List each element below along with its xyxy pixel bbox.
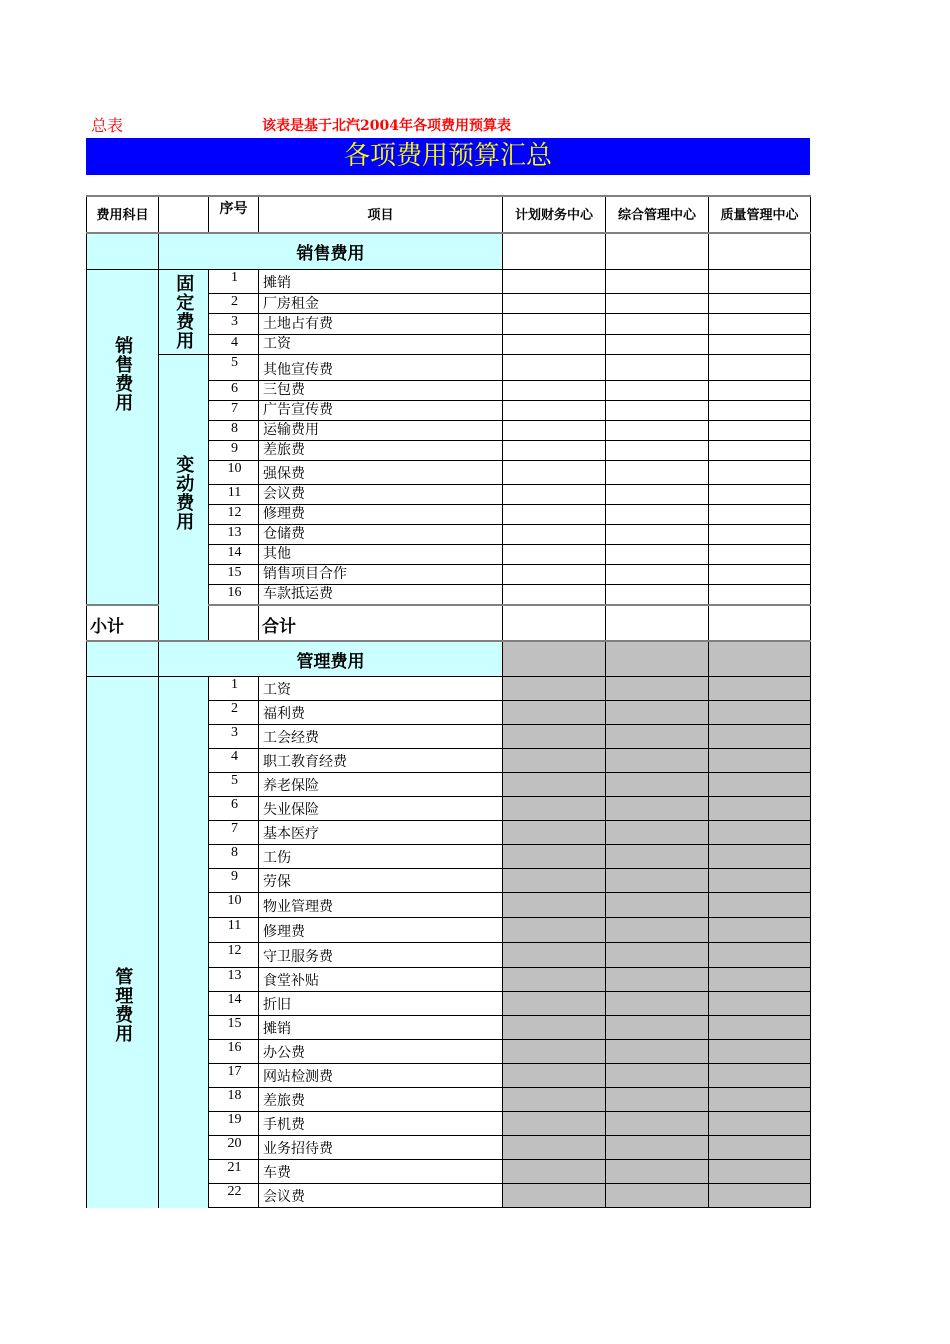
sales-row-quality-value[interactable] xyxy=(709,381,811,401)
sales-row-finance-value[interactable] xyxy=(503,355,606,381)
row-number: 3 xyxy=(209,314,259,334)
header-item: 项目 xyxy=(259,196,503,233)
admin-section-finance-value[interactable] xyxy=(503,641,606,677)
admin-row-admin-value[interactable] xyxy=(606,749,709,773)
row-number: 19 xyxy=(209,1112,259,1136)
sales-row-quality-value[interactable] xyxy=(709,545,811,565)
row-number: 11 xyxy=(209,485,259,505)
sales-row-admin-value[interactable] xyxy=(606,293,709,313)
row-number: 22 xyxy=(209,1184,259,1208)
admin-row-quality-value[interactable] xyxy=(709,1064,811,1088)
admin-row-finance-value[interactable] xyxy=(503,677,606,701)
sales-section-row xyxy=(87,233,811,269)
header-blank xyxy=(159,196,209,233)
header-category: 费用科目 xyxy=(87,196,159,233)
admin-row-admin-value[interactable] xyxy=(606,1040,709,1064)
row-number: 6 xyxy=(209,381,259,401)
sales-row-admin-value[interactable] xyxy=(606,485,709,505)
row-number: 12 xyxy=(209,943,259,968)
admin-row-finance-value[interactable] xyxy=(503,1088,606,1112)
row-number: 5 xyxy=(209,355,259,381)
admin-row-finance-value[interactable] xyxy=(503,1064,606,1088)
row-number: 4 xyxy=(209,334,259,354)
row-item-name: 差旅费 xyxy=(259,1088,503,1112)
sales-row-quality-value[interactable] xyxy=(709,505,811,525)
admin-row-quality-value[interactable] xyxy=(709,1040,811,1064)
admin-row-quality-value[interactable] xyxy=(709,918,811,943)
admin-row-quality-value[interactable] xyxy=(709,725,811,749)
admin-row-finance-value[interactable] xyxy=(503,893,606,918)
row-item-name: 车费 xyxy=(259,1160,503,1184)
row-item-name: 工资 xyxy=(259,334,503,354)
row-item-name: 网站检测费 xyxy=(259,1064,503,1088)
row-number: 8 xyxy=(209,421,259,441)
admin-row-admin-value[interactable] xyxy=(606,1112,709,1136)
row-item-name: 基本医疗 xyxy=(259,821,503,845)
sales-row-admin-value[interactable] xyxy=(606,401,709,421)
row-item-name: 差旅费 xyxy=(259,441,503,461)
sales-section-blank xyxy=(87,233,159,269)
admin-row-admin-value[interactable] xyxy=(606,918,709,943)
row-number: 9 xyxy=(209,869,259,893)
sales-row-admin-value[interactable] xyxy=(606,334,709,354)
row-item-name: 物业管理费 xyxy=(259,893,503,918)
admin-row-finance-value[interactable] xyxy=(503,918,606,943)
sales-section-title: 销售费用 xyxy=(159,233,503,269)
sheet-label: 总表 xyxy=(91,116,124,135)
row-number: 12 xyxy=(209,505,259,525)
admin-section-blank xyxy=(87,641,159,677)
total-label: 合计 xyxy=(259,605,503,641)
row-item-name: 运输费用 xyxy=(259,421,503,441)
admin-row-admin-value[interactable] xyxy=(606,1016,709,1040)
row-item-name: 职工教育经费 xyxy=(259,749,503,773)
admin-category-cell xyxy=(87,677,159,1208)
admin-row-admin-value[interactable] xyxy=(606,1064,709,1088)
header-row xyxy=(87,196,811,233)
admin-row-quality-value[interactable] xyxy=(709,677,811,701)
sales-section-quality-value[interactable] xyxy=(709,233,811,269)
admin-row-quality-value[interactable] xyxy=(709,968,811,992)
table-row xyxy=(87,677,811,701)
sales-row-quality-value[interactable] xyxy=(709,293,811,313)
admin-row-admin-value[interactable] xyxy=(606,725,709,749)
row-number: 4 xyxy=(209,749,259,773)
sales-row-finance-value[interactable] xyxy=(503,334,606,354)
admin-subgroup-cell xyxy=(159,677,209,1208)
admin-row-admin-value[interactable] xyxy=(606,797,709,821)
admin-category-label: 管理费用 xyxy=(112,967,134,1044)
subtotal-seq-blank xyxy=(209,605,259,641)
sales-subtotal-quality-value[interactable] xyxy=(709,605,811,641)
admin-row-quality-value[interactable] xyxy=(709,749,811,773)
row-number: 6 xyxy=(209,797,259,821)
sales-row-admin-value[interactable] xyxy=(606,421,709,441)
row-item-name: 会议费 xyxy=(259,485,503,505)
row-item-name: 失业保险 xyxy=(259,797,503,821)
admin-section-admin-value[interactable] xyxy=(606,641,709,677)
admin-row-finance-value[interactable] xyxy=(503,821,606,845)
row-number: 10 xyxy=(209,461,259,485)
sales-row-finance-value[interactable] xyxy=(503,525,606,545)
admin-row-quality-value[interactable] xyxy=(709,1016,811,1040)
row-item-name: 修理费 xyxy=(259,918,503,943)
row-number: 18 xyxy=(209,1088,259,1112)
row-item-name: 三包费 xyxy=(259,381,503,401)
admin-row-finance-value[interactable] xyxy=(503,725,606,749)
sales-row-admin-value[interactable] xyxy=(606,381,709,401)
admin-section-row xyxy=(87,641,811,677)
sales-row-finance-value[interactable] xyxy=(503,585,606,605)
header-admin-center: 综合管理中心 xyxy=(606,196,709,233)
admin-row-finance-value[interactable] xyxy=(503,749,606,773)
header-finance-center: 计划财务中心 xyxy=(503,196,606,233)
row-item-name: 守卫服务费 xyxy=(259,943,503,968)
row-number: 1 xyxy=(209,269,259,293)
admin-row-admin-value[interactable] xyxy=(606,1184,709,1208)
sales-section-finance-value[interactable] xyxy=(503,233,606,269)
table-row xyxy=(87,269,811,293)
sales-row-finance-value[interactable] xyxy=(503,314,606,334)
row-item-name: 养老保险 xyxy=(259,773,503,797)
admin-section-quality-value[interactable] xyxy=(709,641,811,677)
row-item-name: 摊销 xyxy=(259,1016,503,1040)
row-number: 14 xyxy=(209,545,259,565)
admin-row-quality-value[interactable] xyxy=(709,893,811,918)
sales-row-finance-value[interactable] xyxy=(503,381,606,401)
sales-row-finance-value[interactable] xyxy=(503,269,606,293)
sales-row-finance-value[interactable] xyxy=(503,545,606,565)
variable-cost-cell xyxy=(159,355,209,641)
admin-row-quality-value[interactable] xyxy=(709,943,811,968)
sales-row-admin-value[interactable] xyxy=(606,269,709,293)
row-item-name: 其他 xyxy=(259,545,503,565)
fixed-cost-label: 固定费用 xyxy=(173,273,195,350)
sales-row-quality-value[interactable] xyxy=(709,525,811,545)
admin-row-finance-value[interactable] xyxy=(503,1136,606,1160)
row-number: 13 xyxy=(209,968,259,992)
admin-row-finance-value[interactable] xyxy=(503,1184,606,1208)
sales-row-admin-value[interactable] xyxy=(606,314,709,334)
admin-row-finance-value[interactable] xyxy=(503,1040,606,1064)
row-item-name: 福利费 xyxy=(259,701,503,725)
admin-row-quality-value[interactable] xyxy=(709,1088,811,1112)
admin-row-quality-value[interactable] xyxy=(709,1160,811,1184)
admin-row-quality-value[interactable] xyxy=(709,1136,811,1160)
sales-row-admin-value[interactable] xyxy=(606,461,709,485)
sheet-subtitle: 该表是基于北汽2004年各项费用预算表 xyxy=(262,118,511,134)
budget-table xyxy=(86,195,811,1208)
admin-row-admin-value[interactable] xyxy=(606,968,709,992)
admin-row-admin-value[interactable] xyxy=(606,869,709,893)
admin-row-finance-value[interactable] xyxy=(503,773,606,797)
sales-row-quality-value[interactable] xyxy=(709,269,811,293)
row-item-name: 仓储费 xyxy=(259,525,503,545)
admin-row-finance-value[interactable] xyxy=(503,1112,606,1136)
row-item-name: 修理费 xyxy=(259,505,503,525)
row-number: 11 xyxy=(209,918,259,943)
admin-row-quality-value[interactable] xyxy=(709,1184,811,1208)
row-number: 17 xyxy=(209,1064,259,1088)
row-item-name: 工伤 xyxy=(259,845,503,869)
row-number: 7 xyxy=(209,401,259,421)
row-number: 2 xyxy=(209,293,259,313)
sales-row-finance-value[interactable] xyxy=(503,293,606,313)
admin-row-finance-value[interactable] xyxy=(503,1160,606,1184)
sales-row-quality-value[interactable] xyxy=(709,334,811,354)
sales-row-finance-value[interactable] xyxy=(503,485,606,505)
admin-row-finance-value[interactable] xyxy=(503,845,606,869)
admin-row-admin-value[interactable] xyxy=(606,701,709,725)
admin-row-admin-value[interactable] xyxy=(606,821,709,845)
row-number: 15 xyxy=(209,1016,259,1040)
row-item-name: 业务招待费 xyxy=(259,1136,503,1160)
admin-row-admin-value[interactable] xyxy=(606,845,709,869)
sales-row-admin-value[interactable] xyxy=(606,355,709,381)
admin-row-admin-value[interactable] xyxy=(606,1160,709,1184)
row-item-name: 土地占有费 xyxy=(259,314,503,334)
row-item-name: 工资 xyxy=(259,677,503,701)
sales-row-quality-value[interactable] xyxy=(709,461,811,485)
sales-row-finance-value[interactable] xyxy=(503,565,606,585)
row-number: 13 xyxy=(209,525,259,545)
sales-row-admin-value[interactable] xyxy=(606,441,709,461)
sales-row-admin-value[interactable] xyxy=(606,585,709,605)
row-number: 1 xyxy=(209,677,259,701)
sales-row-quality-value[interactable] xyxy=(709,421,811,441)
variable-cost-label: 变动费用 xyxy=(173,455,195,532)
row-item-name: 摊销 xyxy=(259,269,503,293)
admin-row-finance-value[interactable] xyxy=(503,943,606,968)
row-number: 16 xyxy=(209,585,259,605)
row-number: 2 xyxy=(209,701,259,725)
admin-row-quality-value[interactable] xyxy=(709,869,811,893)
row-item-name: 食堂补贴 xyxy=(259,968,503,992)
sales-row-admin-value[interactable] xyxy=(606,565,709,585)
sales-row-finance-value[interactable] xyxy=(503,505,606,525)
admin-row-quality-value[interactable] xyxy=(709,845,811,869)
header-seq: 序号 xyxy=(209,196,259,233)
row-number: 3 xyxy=(209,725,259,749)
row-number: 10 xyxy=(209,893,259,918)
row-item-name: 劳保 xyxy=(259,869,503,893)
sales-section-admin-value[interactable] xyxy=(606,233,709,269)
admin-row-finance-value[interactable] xyxy=(503,701,606,725)
row-number: 14 xyxy=(209,992,259,1016)
admin-row-finance-value[interactable] xyxy=(503,797,606,821)
row-item-name: 车款抵运费 xyxy=(259,585,503,605)
sales-category-cell xyxy=(87,269,159,605)
row-item-name: 折旧 xyxy=(259,992,503,1016)
admin-row-quality-value[interactable] xyxy=(709,773,811,797)
admin-section-title: 管理费用 xyxy=(159,641,503,677)
admin-row-admin-value[interactable] xyxy=(606,893,709,918)
row-item-name: 手机费 xyxy=(259,1112,503,1136)
row-number: 16 xyxy=(209,1040,259,1064)
sales-row-finance-value[interactable] xyxy=(503,421,606,441)
row-item-name: 会议费 xyxy=(259,1184,503,1208)
admin-row-admin-value[interactable] xyxy=(606,1088,709,1112)
row-item-name: 其他宣传费 xyxy=(259,355,503,381)
row-number: 7 xyxy=(209,821,259,845)
table-row xyxy=(87,355,811,381)
sales-row-quality-value[interactable] xyxy=(709,314,811,334)
admin-row-admin-value[interactable] xyxy=(606,992,709,1016)
row-number: 5 xyxy=(209,773,259,797)
sales-row-finance-value[interactable] xyxy=(503,401,606,421)
page-title: 各项费用预算汇总 xyxy=(86,138,810,175)
admin-row-admin-value[interactable] xyxy=(606,773,709,797)
admin-row-finance-value[interactable] xyxy=(503,869,606,893)
admin-row-admin-value[interactable] xyxy=(606,677,709,701)
sales-subtotal-admin-value[interactable] xyxy=(606,605,709,641)
row-item-name: 厂房租金 xyxy=(259,293,503,313)
sales-row-finance-value[interactable] xyxy=(503,441,606,461)
sales-subtotal-finance-value[interactable] xyxy=(503,605,606,641)
sales-row-admin-value[interactable] xyxy=(606,525,709,545)
admin-row-quality-value[interactable] xyxy=(709,797,811,821)
admin-row-admin-value[interactable] xyxy=(606,1136,709,1160)
row-item-name: 销售项目合作 xyxy=(259,565,503,585)
admin-row-admin-value[interactable] xyxy=(606,943,709,968)
sales-row-quality-value[interactable] xyxy=(709,585,811,605)
row-number: 20 xyxy=(209,1136,259,1160)
admin-row-quality-value[interactable] xyxy=(709,821,811,845)
admin-row-finance-value[interactable] xyxy=(503,1016,606,1040)
sales-row-quality-value[interactable] xyxy=(709,441,811,461)
row-number: 15 xyxy=(209,565,259,585)
admin-row-finance-value[interactable] xyxy=(503,992,606,1016)
sales-row-quality-value[interactable] xyxy=(709,355,811,381)
row-item-name: 办公费 xyxy=(259,1040,503,1064)
admin-row-quality-value[interactable] xyxy=(709,701,811,725)
admin-row-quality-value[interactable] xyxy=(709,992,811,1016)
sales-row-finance-value[interactable] xyxy=(503,461,606,485)
sales-category-label: 销售费用 xyxy=(112,336,134,413)
row-number: 8 xyxy=(209,845,259,869)
row-number: 21 xyxy=(209,1160,259,1184)
row-item-name: 工会经费 xyxy=(259,725,503,749)
sales-row-quality-value[interactable] xyxy=(709,565,811,585)
fixed-cost-cell xyxy=(159,269,209,355)
sales-row-admin-value[interactable] xyxy=(606,545,709,565)
admin-row-quality-value[interactable] xyxy=(709,1112,811,1136)
row-item-name: 强保费 xyxy=(259,461,503,485)
admin-row-finance-value[interactable] xyxy=(503,968,606,992)
row-item-name: 广告宣传费 xyxy=(259,401,503,421)
row-number: 9 xyxy=(209,441,259,461)
sales-row-quality-value[interactable] xyxy=(709,401,811,421)
header-quality-center: 质量管理中心 xyxy=(709,196,811,233)
sales-row-admin-value[interactable] xyxy=(606,505,709,525)
sales-row-quality-value[interactable] xyxy=(709,485,811,505)
subtotal-label: 小计 xyxy=(87,605,159,641)
